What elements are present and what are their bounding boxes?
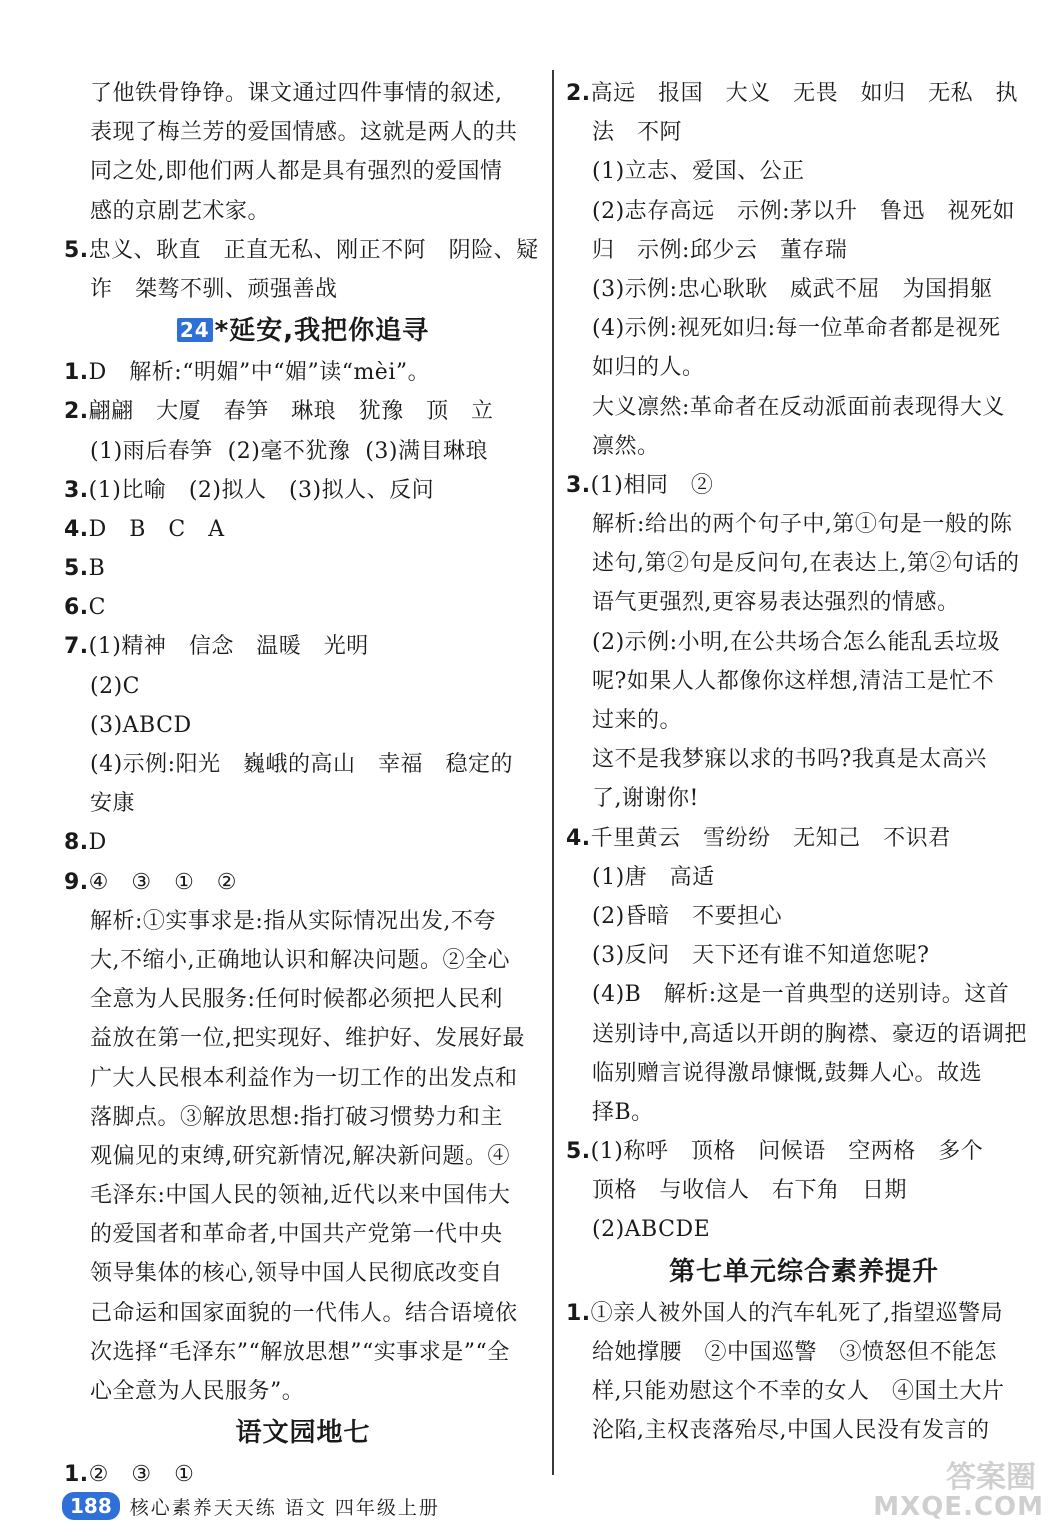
answer-text: 语气更强烈,更容易表达强烈的情感。 <box>592 590 960 616</box>
answer-line <box>64 432 542 471</box>
answer-line <box>566 779 1042 818</box>
question-number: 1. <box>64 1462 89 1488</box>
question-number: 5. <box>566 1139 591 1165</box>
answer-line <box>566 309 1042 348</box>
answer-line <box>566 466 1042 505</box>
answer-line <box>566 192 1042 231</box>
answer-line <box>566 819 1042 858</box>
right-column <box>566 74 1042 1450</box>
answer-text: 毛泽东:中国人民的领袖,近代以来中国伟大 <box>90 1183 511 1209</box>
answer-text: 观偏见的束缚,研究新情况,解决新问题。④ <box>90 1143 510 1169</box>
answer-line <box>566 1132 1042 1171</box>
answer-line <box>566 1093 1042 1132</box>
answer-line <box>566 1015 1042 1054</box>
answer-line <box>64 270 542 309</box>
answer-line <box>566 544 1042 583</box>
answer-line <box>566 740 1042 779</box>
question-number: 4. <box>64 516 89 542</box>
answer-text: 解析:给出的两个句子中,第①句是一般的陈 <box>592 512 1013 538</box>
answer-text: ④ ③ ① ② <box>88 869 238 895</box>
answer-line <box>566 74 1042 113</box>
answer-text: (4)示例:视死如归:每一位革命者都是视死 <box>592 316 1001 342</box>
answer-text: 沦陷,主权丧落殆尽,中国人民没有发言的 <box>592 1418 990 1444</box>
answer-line <box>64 1019 542 1058</box>
left-column <box>64 74 542 1494</box>
question-number: 5. <box>64 556 89 582</box>
answer-line <box>64 113 542 152</box>
answer-text: 择B。 <box>592 1099 654 1125</box>
question-number: 9. <box>64 869 89 895</box>
question-number: 8. <box>64 830 89 856</box>
answer-text: (1)称呼 顶格 问候语 空两格 多个 <box>590 1139 984 1165</box>
answer-text: (1)立志、爱国、公正 <box>592 159 805 185</box>
page-footer <box>62 1489 440 1523</box>
answer-line <box>566 936 1042 975</box>
answer-line <box>566 583 1042 622</box>
answer-line <box>566 1294 1042 1333</box>
watermark-url: MXQE.COM <box>873 1492 1044 1522</box>
answer-line <box>566 1171 1042 1210</box>
answer-text: (2)志存高远 示例:茅以升 鲁迅 视死如 <box>592 198 1016 224</box>
answer-line <box>64 1333 542 1372</box>
answer-line <box>64 192 542 231</box>
question-number: 2. <box>64 399 89 425</box>
answer-line <box>64 627 542 666</box>
answer-line <box>64 1372 542 1411</box>
answer-text: (2)C <box>90 673 140 699</box>
answer-text: (4)示例:阳光 巍峨的高山 幸福 稳定的 <box>90 752 514 777</box>
answer-line <box>64 588 542 627</box>
answer-line <box>64 941 542 980</box>
answer-line <box>64 706 542 745</box>
answer-line <box>64 863 542 902</box>
answer-line <box>64 745 542 784</box>
answer-text: 千里黄云 雪纷纷 无知己 不识君 <box>590 825 951 851</box>
answer-line <box>566 231 1042 270</box>
answer-text: ①亲人被外国人的汽车轧死了,指望巡警局 <box>590 1300 1004 1326</box>
answer-text: 大义凛然:革命者在反动派面前表现得大义 <box>592 394 1005 420</box>
lesson-number-badge: 24 <box>177 318 213 342</box>
answer-line <box>566 701 1042 740</box>
answer-text: 心全意为人民服务”。 <box>90 1379 305 1404</box>
answer-line <box>64 1137 542 1176</box>
answer-text: 了,谢谢你! <box>592 786 699 812</box>
answer-line <box>64 980 542 1019</box>
answer-line <box>566 348 1042 387</box>
answer-text: 安康 <box>90 791 136 817</box>
answer-text: (3)反问 天下还有谁不知道您呢? <box>592 943 930 969</box>
question-number: 3. <box>566 472 591 498</box>
question-number: 6. <box>64 595 89 621</box>
answer-line <box>64 74 542 113</box>
answer-text: (1)相同 ② <box>590 472 714 498</box>
answer-line <box>566 388 1042 427</box>
answer-text: (2)ABCDE <box>592 1217 711 1243</box>
answer-text: 感的京剧艺术家。 <box>90 198 271 224</box>
section-heading <box>64 309 542 353</box>
section-title: 语文园地七 <box>235 1418 371 1449</box>
question-number: 2. <box>566 81 591 106</box>
answer-text: 述句,第②句是反问句,在表达上,第②句话的 <box>592 551 1020 577</box>
answer-text: 忠义、耿直 正直无私、刚正不阿 阴险、疑 <box>88 237 539 263</box>
answer-text: 送别诗中,高适以开朗的胸襟、豪迈的语调把 <box>592 1021 1027 1047</box>
answer-text: (1)精神 信念 温暖 光明 <box>88 634 369 660</box>
answer-line <box>64 1294 542 1333</box>
section-heading <box>566 1250 1042 1294</box>
answer-line <box>566 270 1042 309</box>
answer-text: 解析:①实事求是:指从实际情况出发,不夸 <box>90 908 496 934</box>
answer-line <box>566 1210 1042 1249</box>
question-number: 1. <box>566 1300 591 1326</box>
answer-text: (1)比喻 (2)拟人 (3)拟人、反问 <box>88 477 435 503</box>
answer-line <box>64 152 542 191</box>
answer-text: 如归的人。 <box>592 355 705 381</box>
answer-text: (1)唐 高适 <box>592 864 715 890</box>
answer-text: D B C A <box>88 516 225 542</box>
answer-line <box>64 549 542 588</box>
column-divider <box>552 70 554 1475</box>
answer-line <box>566 505 1042 544</box>
answer-text: 己命运和国家面貌的一代伟人。结合语境依 <box>90 1300 518 1326</box>
answer-text: 顶格 与收信人 右下角 日期 <box>592 1178 907 1204</box>
answer-text: B <box>88 556 106 582</box>
answer-text: 给她撑腰 ②中国巡警 ③愤怒但不能怎 <box>592 1339 997 1365</box>
answer-text: 同之处,即他们两人都是具有强烈的爱国情 <box>90 159 503 185</box>
answer-text: 全意为人民服务:任何时候都必须把人民利 <box>90 987 503 1013</box>
answer-line <box>64 784 542 823</box>
answer-line <box>566 1411 1042 1450</box>
answer-line <box>566 427 1042 466</box>
answer-text: 过来的。 <box>592 708 683 733</box>
answer-text: 次选择“毛泽东”“解放思想”“实事求是”“全 <box>90 1339 510 1365</box>
answer-line <box>566 858 1042 897</box>
answer-text: (3)示例:忠心耿耿 威武不屈 为国捐躯 <box>592 276 993 302</box>
book-title: 核心素养天天练 语文 四年级上册 <box>129 1496 440 1519</box>
answer-line <box>64 1215 542 1254</box>
answer-line <box>566 623 1042 662</box>
answer-text: D <box>88 830 107 856</box>
answer-line <box>566 1054 1042 1093</box>
question-number: 4. <box>566 825 591 851</box>
answer-text: 大,不缩小,正确地认识和解决问题。②全心 <box>90 947 510 973</box>
answer-text: 凛然。 <box>592 433 660 459</box>
answer-line <box>64 1254 542 1293</box>
answer-line <box>64 1176 542 1215</box>
answer-line <box>64 392 542 431</box>
watermark-text: 答案圈 <box>946 1460 1036 1495</box>
section-title: 第七单元综合素养提升 <box>668 1256 939 1287</box>
answer-text: 的爱国者和革命者,中国共产党第一代中央 <box>90 1222 503 1248</box>
answer-text: 呢?如果人人都像你这样想,清洁工是忙不 <box>592 668 995 694</box>
answer-text: D 解析:“明媚”中“媚”读“mèi”。 <box>88 360 431 386</box>
answer-line <box>566 152 1042 191</box>
answer-line <box>64 231 542 270</box>
answer-line <box>64 471 542 510</box>
section-heading <box>64 1411 542 1455</box>
answer-line <box>64 1098 542 1137</box>
answer-text: 落脚点。③解放思想:指打破习惯势力和主 <box>90 1104 503 1130</box>
answer-line <box>566 1372 1042 1411</box>
answer-line <box>64 510 542 549</box>
page-number: 188 <box>62 1492 120 1520</box>
answer-line <box>64 902 542 941</box>
answer-text: (3)ABCD <box>90 712 192 738</box>
answer-text: ② ③ ① <box>88 1462 195 1488</box>
answer-line <box>64 823 542 862</box>
answer-line <box>566 662 1042 701</box>
answer-text: 归 示例:邱少云 董存瑞 <box>592 237 848 263</box>
answer-text: 样,只能劝慰这个不幸的女人 ④国土大片 <box>592 1379 1005 1404</box>
answer-text: 表现了梅兰芳的爱国情感。这就是两人的共 <box>90 120 518 146</box>
question-number: 5. <box>64 237 89 263</box>
answer-text: 广大人民根本利益作为一切工作的出发点和 <box>90 1065 518 1091</box>
section-title: *延安,我把你追寻 <box>214 316 430 347</box>
answer-text: 了他铁骨铮铮。课文通过四件事情的叙述, <box>90 81 503 106</box>
answer-text: 诈 桀骜不驯、顽强善战 <box>90 276 338 302</box>
answer-text: 益放在第一位,把实现好、维护好、发展好最 <box>90 1026 525 1052</box>
answer-text: 高远 报国 大义 无畏 如归 无私 执 <box>590 81 1019 106</box>
question-number: 7. <box>64 634 89 660</box>
answer-line <box>566 897 1042 936</box>
answer-line <box>566 113 1042 152</box>
answer-text: (2)昏暗 不要担心 <box>592 903 783 929</box>
answer-text: (4)B 解析:这是一首典型的送别诗。这首 <box>592 982 1010 1008</box>
answer-text: (2)示例:小明,在公共场合怎么能乱丢垃圾 <box>592 629 1001 655</box>
answer-line <box>64 353 542 392</box>
answer-line <box>566 1333 1042 1372</box>
answer-line <box>64 1059 542 1098</box>
question-number: 1. <box>64 360 89 386</box>
answer-text: 领导集体的核心,领导中国人民彻底改变自 <box>90 1261 503 1287</box>
answer-text: 翩翩 大厦 春笋 琳琅 犹豫 顶 立 <box>88 399 494 425</box>
answer-text: 临别赠言说得激昂慷慨,鼓舞人心。故选 <box>592 1060 982 1086</box>
answer-text: 这不是我梦寐以求的书吗?我真是太高兴 <box>592 747 987 773</box>
answer-text: (1)雨后春笋 (2)毫不犹豫 (3)满目琳琅 <box>90 438 488 464</box>
question-number: 3. <box>64 477 89 503</box>
answer-line <box>64 667 542 706</box>
answer-line <box>566 975 1042 1014</box>
answer-text: C <box>88 595 107 621</box>
answer-text: 法 不阿 <box>592 120 682 146</box>
watermark <box>873 1452 1050 1532</box>
